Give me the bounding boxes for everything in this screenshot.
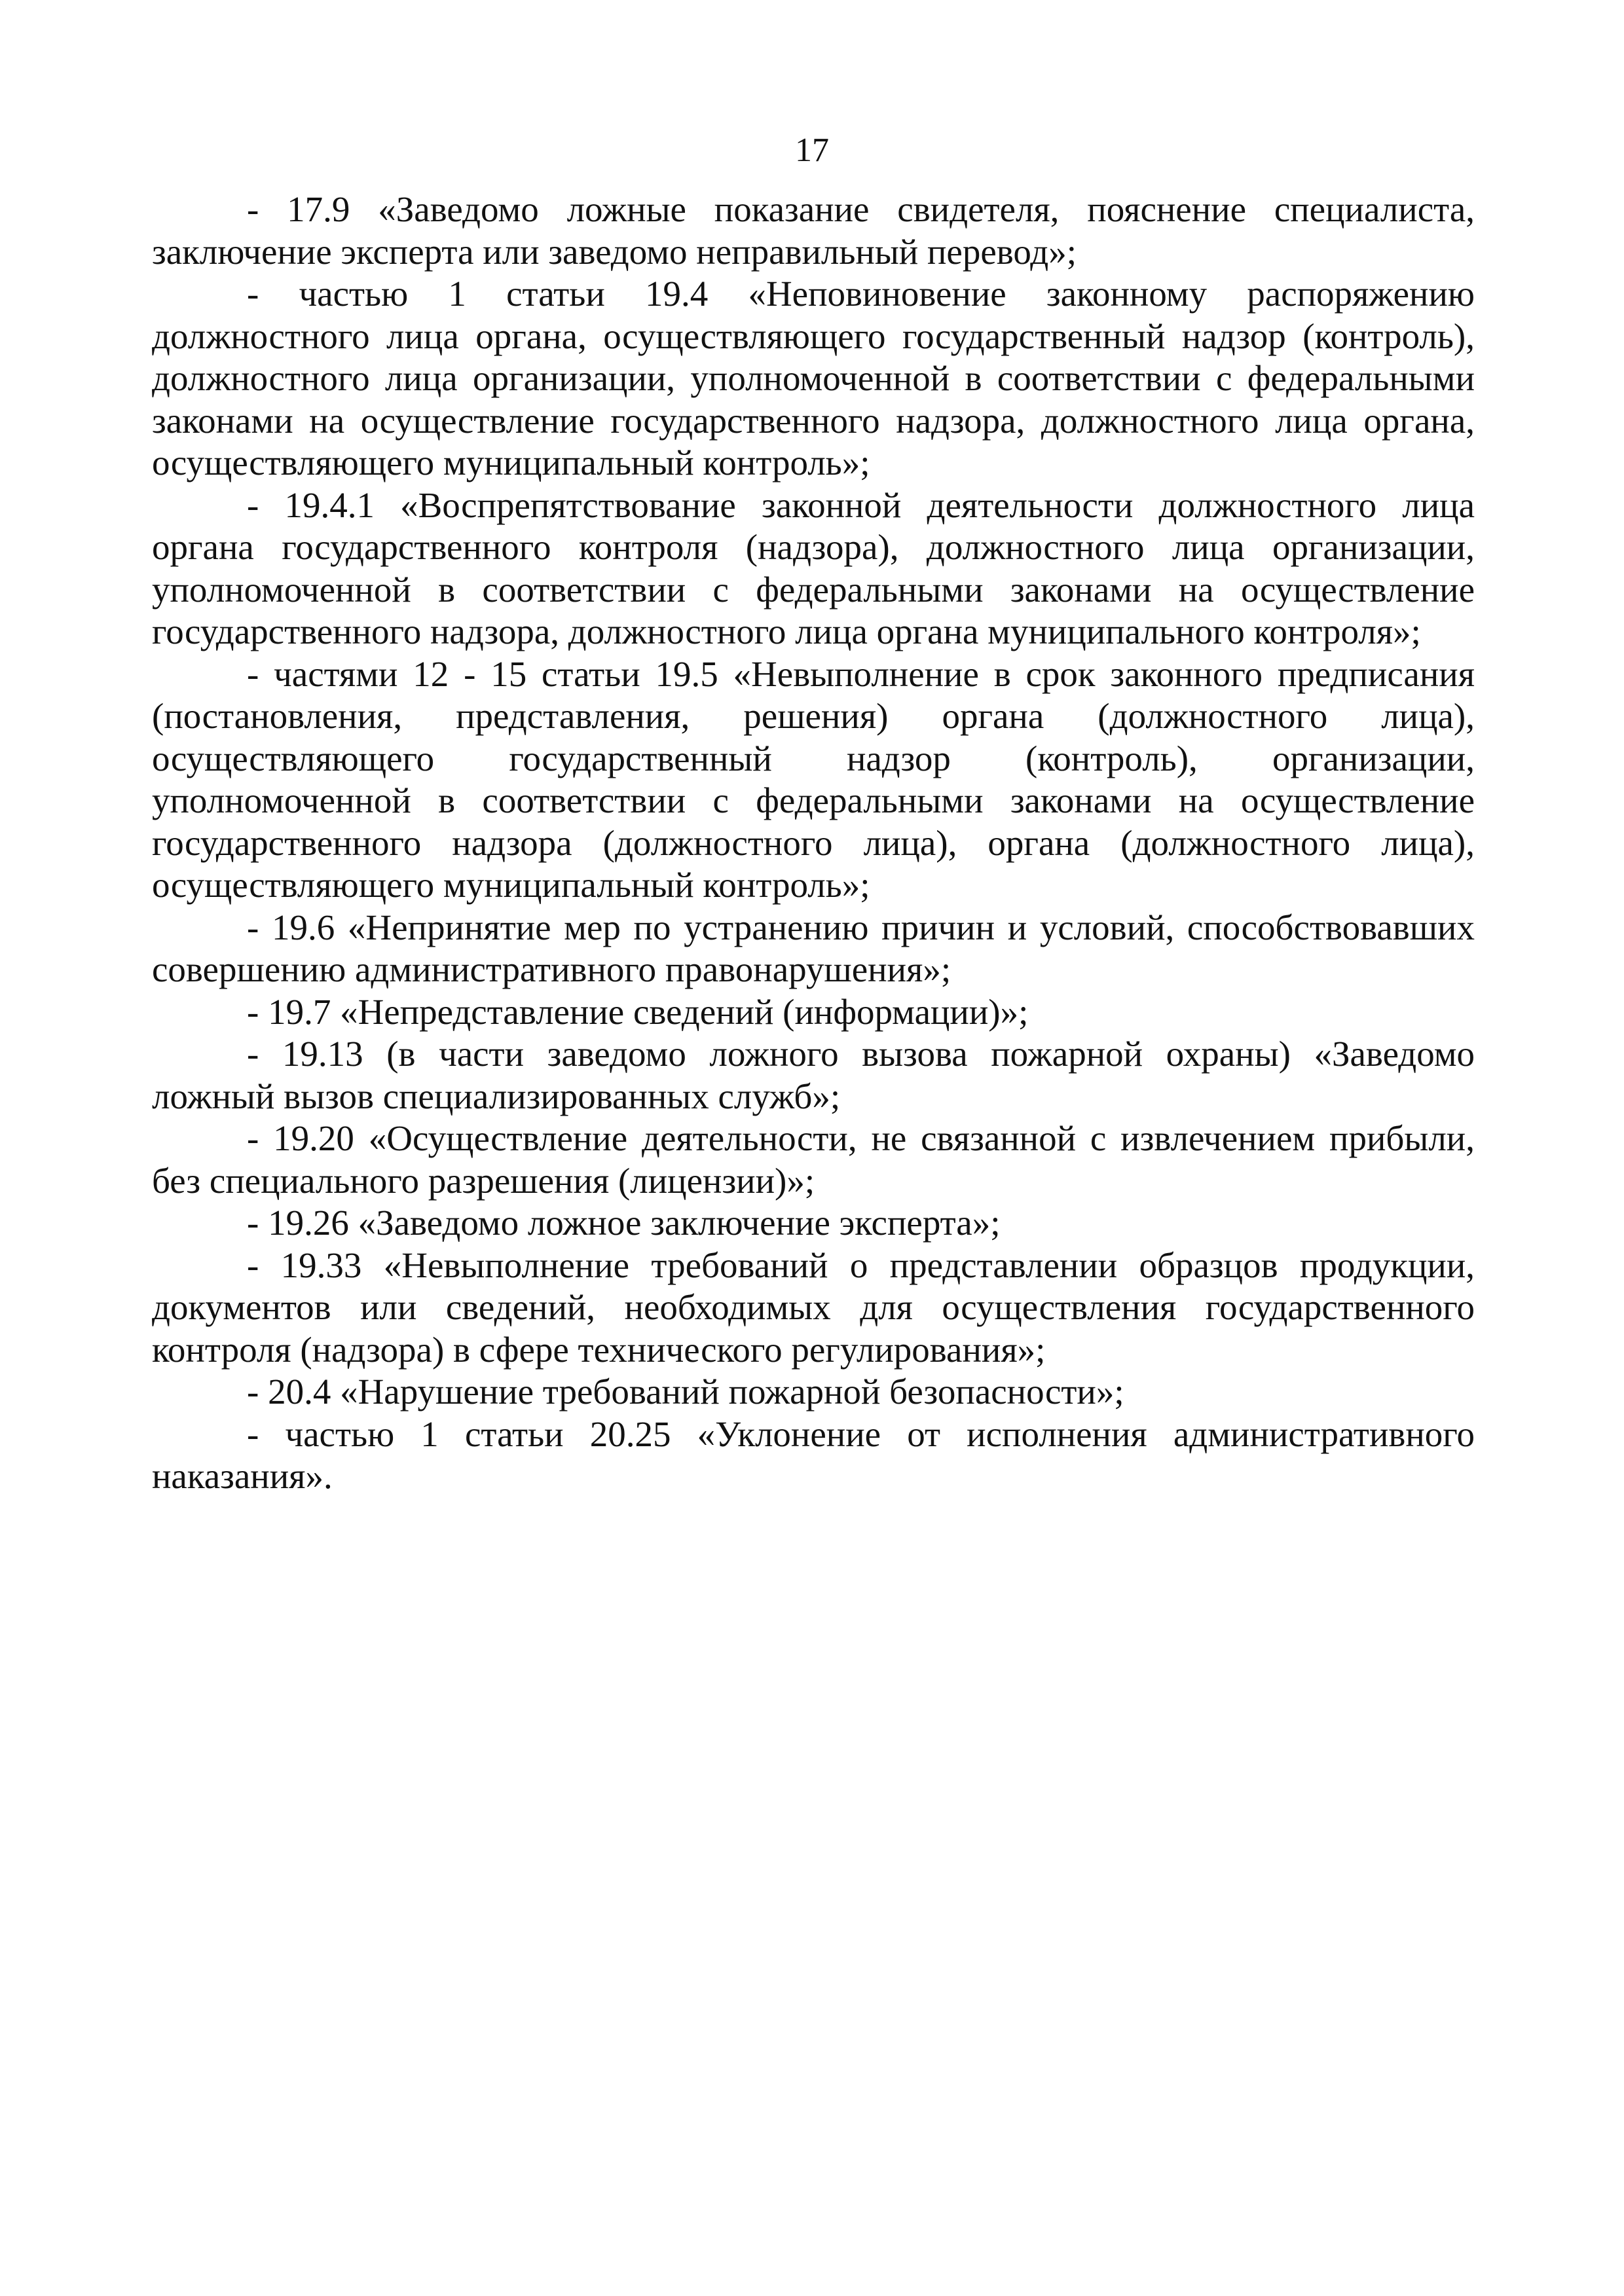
list-item-19-26: - 19.26 «Заведомо ложное заключение эксперта»;: [247, 1203, 1001, 1243]
list-item-19-20: - 19.20 «Осуществление деятельности, не связанной с извлечением прибыли, без специального разрешения (лицензии)»;: [152, 1118, 1475, 1201]
list-item-19-13: - 19.13 (в части заведомо ложного вызова пожарной охраны) «Заведомо ложный вызов специализированных служб»;: [152, 1034, 1475, 1116]
list-item-17-9: - 17.9 «Заведомо ложные показание свидетеля, пояснение специалиста, заключение эксперта или заведомо неправильный перевод»;: [152, 189, 1475, 272]
article-list: [152, 189, 1475, 1498]
list-item-20-25: - частью 1 статьи 20.25 «Уклонение от исполнения административного наказания».: [152, 1413, 1475, 1496]
page-number: 17: [795, 132, 829, 169]
list-item-19-5: - частями 12 - 15 статьи 19.5 «Невыполнение в срок законного предписания (постановления, представления, решения) органа (должностного лица), осуществляющего государственный надзор (контроль), организации, уполномоченной в соответствии с федеральными законами на осуществление государственного надзора (должностного лица), органа (должностного лица), осуществляющего муниципальный контроль»;: [152, 653, 1475, 905]
list-item-19-6: - 19.6 «Непринятие мер по устранению причин и условий, способствовавших совершению административного правонарушения»;: [152, 907, 1475, 989]
list-item-19-7: - 19.7 «Непредставление сведений (информации)»;: [247, 991, 1029, 1032]
list-item-19-33: - 19.33 «Невыполнение требований о представлении образцов продукции, документов или сведений, необходимых для осуществления государственного контроля (надзора) в сфере технического регулирования»;: [152, 1245, 1475, 1370]
list-item-19-4-1: - 19.4.1 «Воспрепятствование законной деятельности должностного лица органа государственного контроля (надзора), должностного лица организации, уполномоченной в соответствии с федеральными законами на осуществление государственного надзора, должностного лица органа муниципального контроля»;: [152, 484, 1475, 651]
list-item-19-4: - частью 1 статьи 19.4 «Неповиновение законному распоряжению должностного лица органа, осуществляющего государственный надзор (контроль), должностного лица организации, уполномоченной в соответствии с федеральными законами на осуществление государственного надзора, должностного лица органа, осуществляющего муниципальный контроль»;: [152, 274, 1475, 483]
list-item-20-4: - 20.4 «Нарушение требований пожарной безопасности»;: [247, 1372, 1124, 1412]
